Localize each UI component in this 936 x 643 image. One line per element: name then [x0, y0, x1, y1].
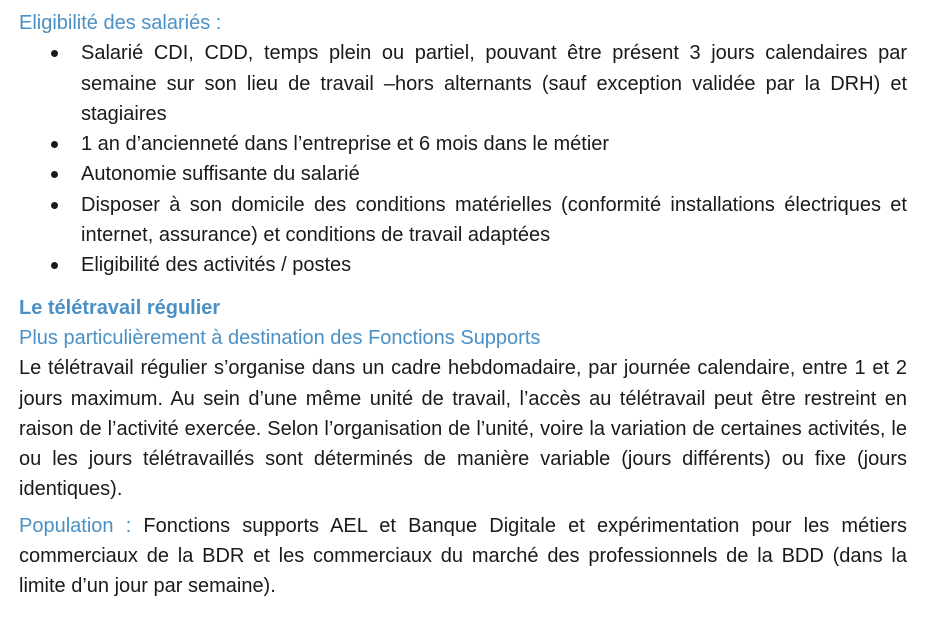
regular-telework-title: Le télétravail régulier [19, 296, 221, 319]
list-item-text: Disposer à son domicile des conditions matérielles (conformité installations électriques et internet, assurance) et conditions de travail adaptées [81, 193, 907, 247]
bullet-icon [51, 50, 58, 57]
bullet-icon [51, 171, 58, 178]
list-item-text: Autonomie suffisante du salarié [81, 163, 360, 186]
population-label: Population : [19, 514, 132, 537]
population-paragraph [19, 511, 907, 602]
list-item-text: 1 an d’ancienneté dans l’entreprise et 6 mois dans le métier [81, 133, 610, 156]
bullet-icon [51, 262, 58, 269]
regular-telework-body: Le télétravail régulier s’organise dans un cadre hebdomadaire, par journée calendaire, entre 1 et 2 jours maximum. Au sein d’une même unité de travail, l’accès au télétravail peut être restreint en raison de l’activité exercée. Selon l’organisation de l’unité, voire la variation de certaines activités, le ou les jours télétravaillés sont déterminés de manière variable (jours différents) ou fixe (jours identiques). [19, 357, 907, 501]
list-item [19, 159, 907, 189]
population-text: Fonctions supports AEL et Banque Digitale et expérimentation pour les métiers commerciaux de la BDR et les commerciaux du marché des professionnels de la BDD (dans la limite d’un jour par semaine). [19, 514, 907, 598]
regular-telework-subtitle: Plus particulièrement à destination des Fonctions Supports [19, 326, 541, 349]
list-item-text: Salarié CDI, CDD, temps plein ou partiel, pouvant être présent 3 jours calendaires par semaine sur son lieu de travail –hors alternants (sauf exception validée par la DRH) et stagiaires [81, 42, 907, 125]
list-item [19, 129, 907, 159]
section-spacer [19, 281, 907, 293]
eligibility-heading: Eligibilité des salariés : [19, 12, 222, 34]
eligibility-list [19, 38, 907, 280]
bullet-icon [51, 202, 58, 209]
bullet-icon [51, 141, 58, 148]
list-item-text: Eligibilité des activités / postes [81, 254, 352, 277]
list-item [19, 38, 907, 129]
list-item [19, 250, 907, 280]
list-item [19, 190, 907, 251]
